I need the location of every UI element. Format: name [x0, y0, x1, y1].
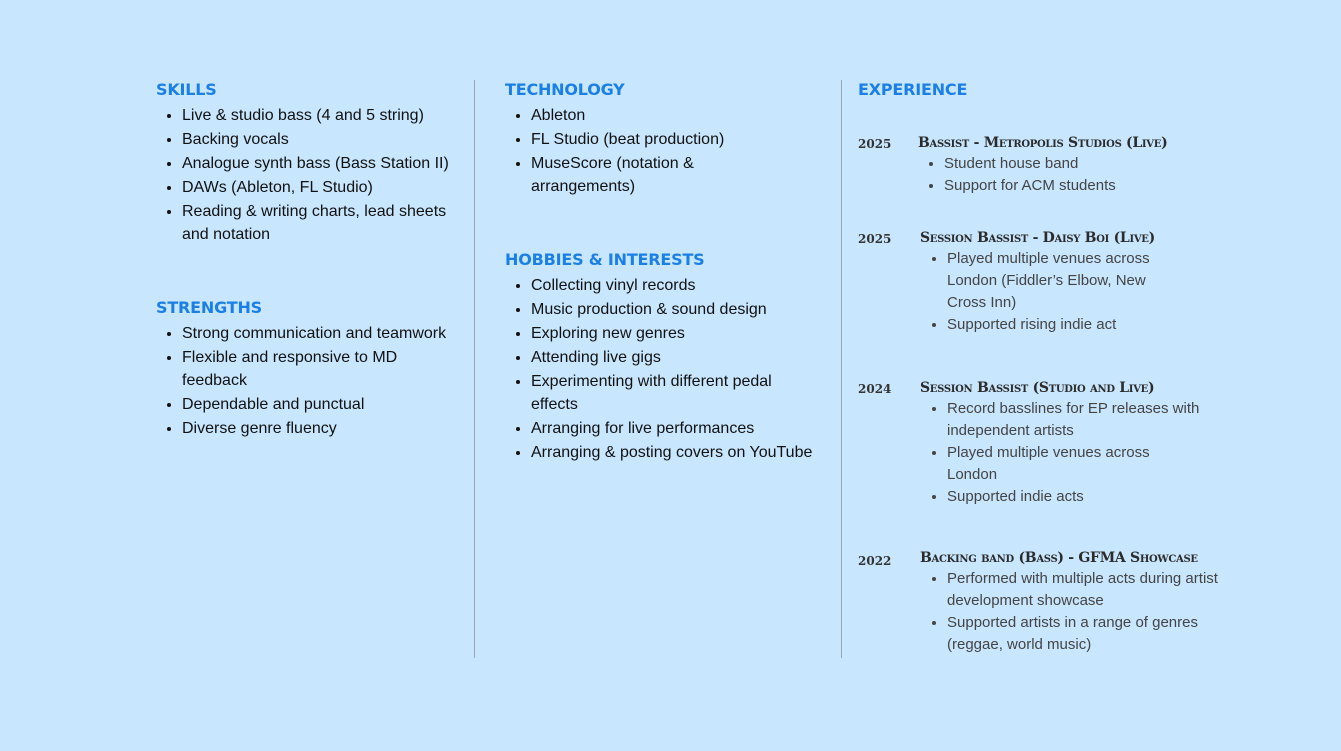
list-item: • Strong communication and teamwork [182, 322, 456, 345]
middle-column [505, 80, 825, 658]
list-item: • Backing vocals [182, 128, 456, 151]
experience-list [921, 248, 1182, 336]
experience-title: Backing band (Bass) - GFMA Showcase [920, 550, 1198, 566]
list-item: • Analogue synth bass (Bass Station II) [182, 152, 456, 175]
list-item: • MuseScore (notation & arrangements) [531, 152, 731, 198]
list-item: • Played multiple venues across London [947, 442, 1172, 486]
experience-title: Bassist - Metropolis Studios (Live) [918, 135, 1168, 151]
list-item: • Ableton [531, 104, 825, 127]
list-item: • Support for ACM students [944, 175, 1234, 197]
experience-year: 2025 [858, 232, 892, 246]
list-item: • Diverse genre fluency [182, 417, 456, 440]
skills-list [156, 104, 456, 246]
list-item: • Played multiple venues across London (Fiddler’s Elbow, New Cross Inn) [947, 248, 1182, 314]
strengths-section [156, 298, 456, 440]
skills-section [156, 80, 456, 246]
column-divider [474, 80, 475, 658]
left-column [156, 80, 456, 658]
list-item: • Live & studio bass (4 and 5 string) [182, 104, 456, 127]
list-item: • Dependable and punctual [182, 393, 456, 416]
list-item: • Supported indie acts [947, 486, 1207, 508]
hobbies-section [505, 250, 825, 464]
technology-heading: TECHNOLOGY [505, 80, 625, 99]
list-item: • Collecting vinyl records [531, 274, 825, 297]
experience-list [921, 398, 1207, 508]
experience-title: Session Bassist (Studio and Live) [920, 380, 1155, 396]
list-item: • Student house band [944, 153, 1234, 175]
list-item: • FL Studio (beat production) [531, 128, 825, 151]
technology-section [505, 80, 825, 198]
list-item: • Experimenting with different pedal effects [531, 370, 781, 416]
column-divider [841, 80, 842, 658]
list-item: • Reading & writing charts, lead sheets and notation [182, 200, 456, 246]
hobbies-list [505, 274, 825, 464]
list-item: • Exploring new genres [531, 322, 825, 345]
strengths-list [156, 322, 456, 440]
right-column [858, 80, 1278, 658]
list-item: • DAWs (Ableton, FL Studio) [182, 176, 456, 199]
experience-list [921, 568, 1247, 656]
technology-list [505, 104, 825, 198]
list-item: • Music production & sound design [531, 298, 825, 321]
hobbies-heading: HOBBIES & INTERESTS [505, 250, 705, 269]
list-item: • Attending live gigs [531, 346, 825, 369]
experience-title: Session Bassist - Daisy Boi (Live) [920, 230, 1155, 246]
list-item: • Flexible and responsive to MD feedback [182, 346, 456, 392]
experience-list [918, 153, 1234, 197]
list-item: • Record basslines for EP releases with independent artists [947, 398, 1207, 442]
strengths-heading: STRENGTHS [156, 298, 262, 317]
list-item: • Arranging & posting covers on YouTube [531, 441, 825, 464]
list-item: • Arranging for live performances [531, 417, 825, 440]
experience-year: 2022 [858, 554, 892, 568]
list-item: • Performed with multiple acts during artist development showcase [947, 568, 1247, 612]
experience-year: 2025 [858, 137, 892, 151]
experience-year: 2024 [858, 382, 892, 396]
list-item: • Supported artists in a range of genres (reggae, world music) [947, 612, 1247, 656]
skills-heading: SKILLS [156, 80, 217, 99]
list-item: • Supported rising indie act [947, 314, 1182, 336]
experience-heading: EXPERIENCE [858, 80, 968, 99]
